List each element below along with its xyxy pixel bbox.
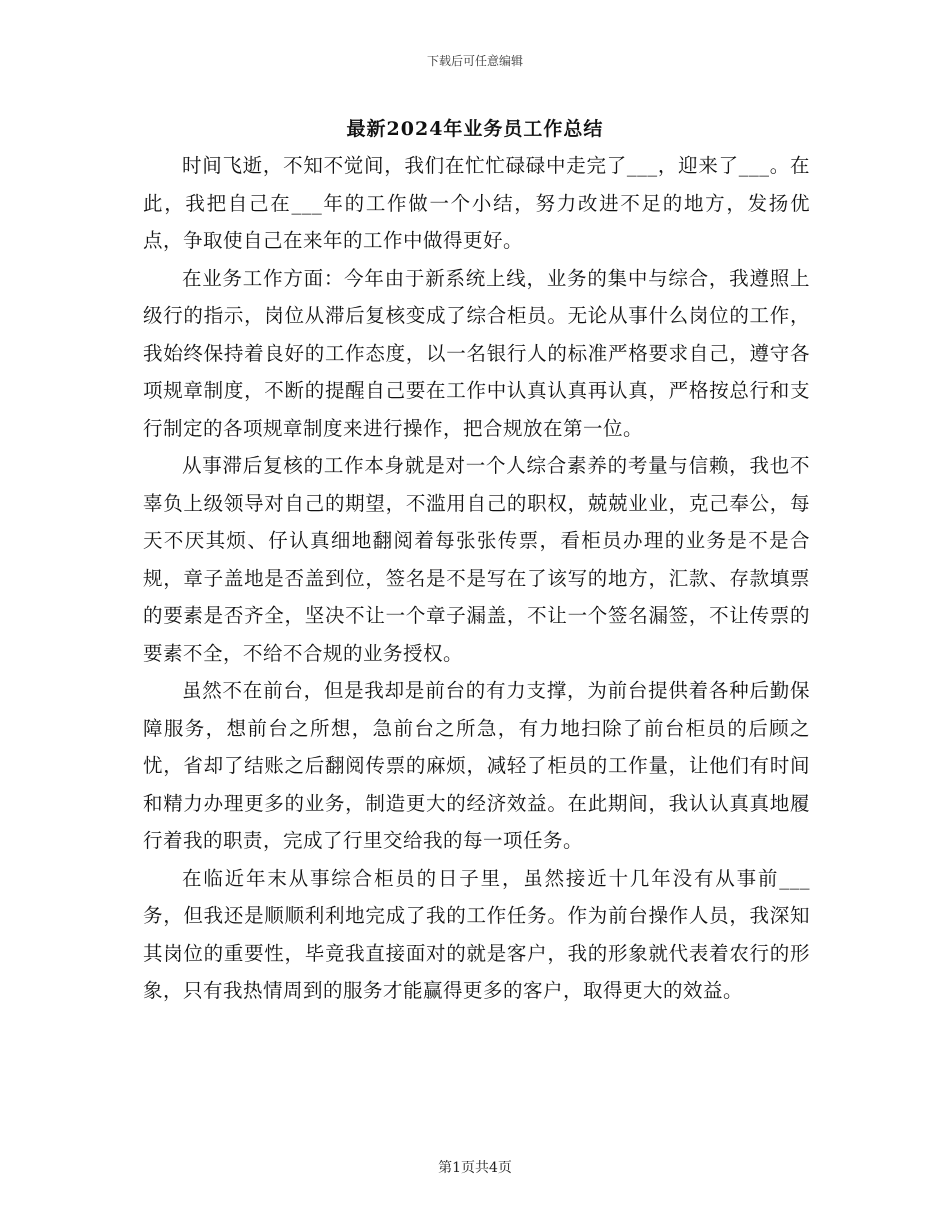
page-header-note: 下载后可任意编辑 [426,54,523,68]
document-title: 最新2024年业务员工作总结 [346,118,604,140]
document-body [143,147,810,1010]
paragraph-1: 时间飞逝，不知不觉间，我们在忙忙碌碌中走完了___，迎来了___。在此，我把自己在___年的工作做一个小结，努力改进不足的地方，发扬优点，争取使自己在来年的工作中做得更好。 [143,154,810,252]
paragraph-4: 虽然不在前台，但是我却是前台的有力支撑，为前台提供着各种后勤保障服务，想前台之所想，急前台之所急，有力地扫除了前台柜员的后顾之忧，省却了结账之后翻阅传票的麻烦，减轻了柜员的工作量，让他们有时间和精力办理更多的业务，制造更大的经济效益。在此期间，我认认真真地履行着我的职责，完成了行里交给我的每一项任务。 [143,679,810,852]
paragraph-2: 在业务工作方面：今年由于新系统上线，业务的集中与综合，我遵照上级行的指示，岗位从滞后复核变成了综合柜员。无论从事什么岗位的工作，我始终保持着良好的工作态度，以一名银行人的标准严格要求自己，遵守各项规章制度，不断的提醒自己要在工作中认真认真再认真，严格按总行和支行制定的各项规章制度来进行操作，把合规放在第一位。 [143,266,810,440]
paragraph-3: 从事滞后复核的工作本身就是对一个人综合素养的考量与信赖，我也不辜负上级领导对自己的期望，不滥用自己的职权，兢兢业业，克己奉公，每天不厌其烦、仔认真细地翻阅着每张张传票，看柜员办理的业务是不是合规，章子盖地是否盖到位，签名是不是写在了该写的地方，汇款、存款填票的要素是否齐全，坚决不让一个章子漏盖，不让一个签名漏签，不让传票的要素不全，不给不合规的业务授权。 [143,454,810,665]
page-number: 第1页共4页 [438,1160,512,1176]
paragraph-5: 在临近年末从事综合柜员的日子里，虽然接近十几年没有从事前___务，但我还是顺顺利利地完成了我的工作任务。作为前台操作人员，我深知其岗位的重要性，毕竟我直接面对的就是客户，我的形象就代表着农行的形象，只有我热情周到的服务才能赢得更多的客户，取得更大的效益。 [143,866,810,1002]
